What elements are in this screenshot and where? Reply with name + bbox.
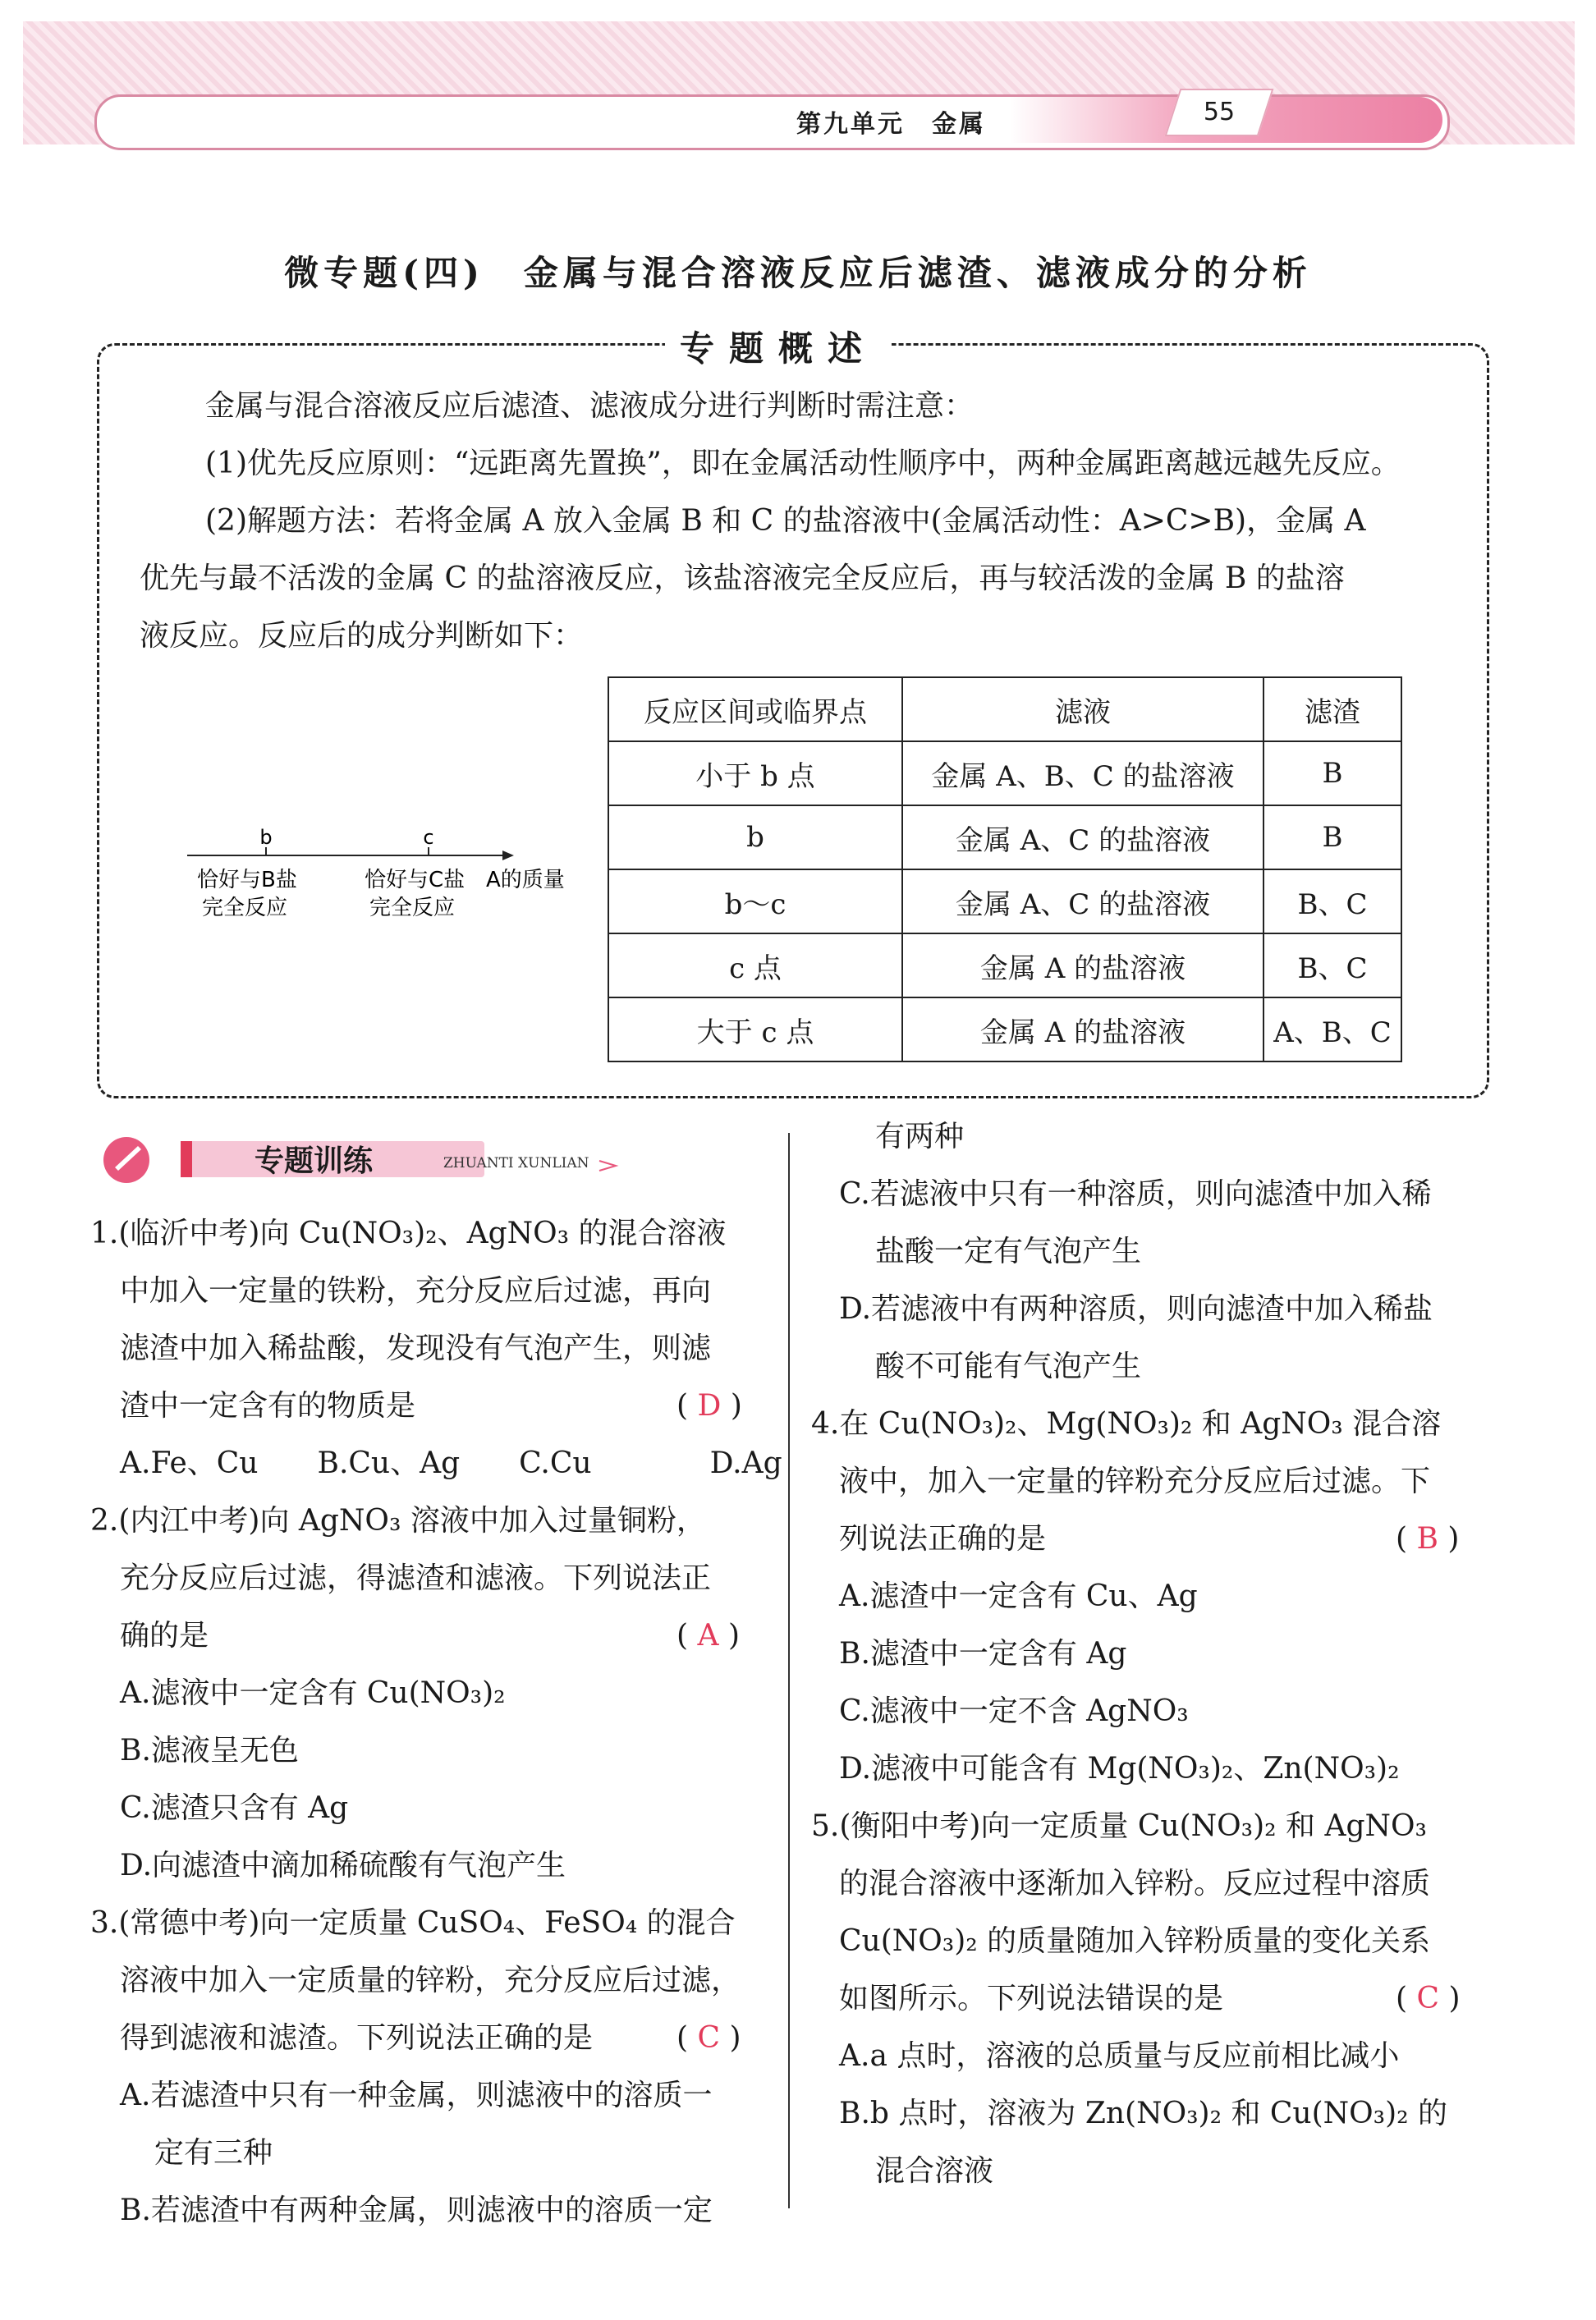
question-line: 列说法正确的是 — [839, 1522, 1047, 1556]
b-desc-line1: 恰好与B盐 — [197, 868, 297, 892]
question-line: 1.(临沂中考)向 Cu(NO₃)₂、AgNO₃ 的混合溶液 — [90, 1217, 727, 1250]
question-line: D.滤液中可能含有 Mg(NO₃)₂、Zn(NO₃)₂ — [839, 1752, 1400, 1786]
question-line: 3.(常德中考)向一定质量 CuSO₄、FeSO₄ 的混合 — [90, 1906, 736, 1940]
unit-title: 第九单元 金属 — [796, 110, 986, 139]
page-number-tab — [1165, 89, 1274, 136]
table-cell: 金属 A、B、C 的盐溶液 — [902, 741, 1264, 805]
question-line: 盐酸一定有气泡产生 — [875, 1235, 1142, 1268]
table-row — [608, 869, 1401, 933]
table-cell: B、C — [1264, 869, 1401, 933]
question-line: A.若滤渣中只有一种金属，则滤液中的溶质一 — [120, 2079, 713, 2112]
table-cell: B — [1264, 741, 1401, 805]
c-desc-line2: 完全反应 — [369, 896, 456, 920]
table-row — [608, 933, 1401, 997]
point-b-label: b — [259, 826, 273, 849]
question-line: D.向滤渣中滴加稀硫酸有气泡产生 — [120, 1849, 566, 1882]
table-header-row — [608, 677, 1401, 741]
section-pinyin: ZHUANTI XUNLIAN — [443, 1155, 589, 1171]
question-line: 渣中一定含有的物质是 — [120, 1389, 416, 1423]
table-cell: 金属 A 的盐溶液 — [902, 997, 1264, 1061]
table-header-cell: 滤液 — [902, 677, 1264, 741]
question-line: B.滤液呈无色 — [120, 1734, 299, 1768]
judgment-table — [608, 676, 1402, 1062]
question-line: 得到滤液和滤渣。下列说法正确的是 — [120, 2021, 594, 2055]
question-line: A.a 点时，溶液的总质量与反应前相比减小 — [839, 2039, 1400, 2073]
answer-mark: ( A ) — [676, 1619, 740, 1653]
overview-p2-line1: (2)解题方法：若将金属 A 放入金属 B 和 C 的盐溶液中(金属活动性：A>C>B)，金属 A — [205, 504, 1366, 538]
question-line: B.b 点时，溶液为 Zn(NO₃)₂ 和 Cu(NO₃)₂ 的 — [839, 2097, 1448, 2130]
question-line: B.若滤渣中有两种金属，则滤液中的溶质一定 — [120, 2194, 713, 2227]
overview-intro: 金属与混合溶液反应后滤渣、滤液成分进行判断时需注意： — [205, 389, 975, 423]
table-cell: A、B、C — [1264, 997, 1401, 1061]
axis-arrow — [502, 851, 514, 860]
question-line: 溶液中加入一定质量的锌粉，充分反应后过滤， — [120, 1964, 741, 1997]
column-divider — [788, 1133, 790, 2208]
axis-label: A的质量 — [486, 868, 565, 892]
overview-heading: 专题概述 — [665, 322, 892, 371]
overview-p2-line2: 优先与最不活泼的金属 C 的盐溶液反应，该盐溶液完全反应后，再与较活泼的金属 B 的盐溶 — [140, 562, 1345, 595]
table-cell: B — [1264, 805, 1401, 869]
table-cell: c 点 — [608, 933, 902, 997]
question-line: 如图所示。下列说法错误的是 — [839, 1982, 1224, 2015]
training-section-banner — [90, 1133, 632, 1187]
page-title: 微专题(四) 金属与混合溶液反应后滤渣、滤液成分的分析 — [284, 253, 1312, 293]
overview-p1: (1)优先反应原则：“远距离先置换”，即在金属活动性顺序中，两种金属距离越远越先反应。 — [205, 447, 1401, 480]
arrow-icon — [599, 1161, 616, 1171]
question-line: D.若滤液中有两种溶质，则向滤渣中加入稀盐 — [839, 1292, 1433, 1326]
question-line: 中加入一定量的铁粉，充分反应后过滤，再向 — [120, 1274, 712, 1308]
table-cell: 金属 A、C 的盐溶液 — [902, 805, 1264, 869]
overview-p2-line3: 液反应。反应后的成分判断如下： — [140, 619, 584, 653]
mass-number-line — [182, 821, 609, 952]
table-row — [608, 997, 1401, 1061]
question-line: 2.(内江中考)向 AgNO₃ 溶液中加入过量铜粉， — [90, 1504, 706, 1538]
question-line: 定有三种 — [154, 2136, 273, 2170]
table-row — [608, 741, 1401, 805]
point-c-label: c — [423, 826, 434, 849]
question-line: A.滤渣中一定含有 Cu、Ag — [839, 1580, 1198, 1613]
question-line: 充分反应后过滤，得滤渣和滤液。下列说法正 — [120, 1561, 712, 1595]
question-line: C.若滤液中只有一种溶质，则向滤渣中加入稀 — [839, 1177, 1432, 1211]
question-line: C.滤渣只含有 Ag — [120, 1791, 349, 1825]
question-line: 5.(衡阳中考)向一定质量 Cu(NO₃)₂ 和 AgNO₃ — [811, 1809, 1427, 1843]
table-cell: 金属 A、C 的盐溶液 — [902, 869, 1264, 933]
table-cell: b～c — [608, 869, 902, 933]
table-cell: 金属 A 的盐溶液 — [902, 933, 1264, 997]
answer-mark: ( D ) — [676, 1389, 742, 1423]
b-desc-line2: 完全反应 — [202, 896, 288, 920]
question-line: 的混合溶液中逐渐加入锌粉。反应过程中溶质 — [839, 1867, 1431, 1900]
table-row — [608, 805, 1401, 869]
question-line: 酸不可能有气泡产生 — [875, 1350, 1142, 1383]
answer-mark: ( C ) — [1396, 1982, 1461, 2015]
table-header-cell: 反应区间或临界点 — [608, 677, 902, 741]
question-line: 混合溶液 — [875, 2154, 994, 2188]
question-line: 滤渣中加入稀盐酸，发现没有气泡产生，则滤 — [120, 1332, 712, 1365]
table-cell: b — [608, 805, 902, 869]
question-line: 确的是 — [120, 1619, 209, 1653]
question-line: A.滤液中一定含有 Cu(NO₃)₂ — [120, 1676, 506, 1710]
page-number: 55 — [1203, 98, 1236, 126]
question-line: B.滤渣中一定含有 Ag — [839, 1637, 1127, 1671]
answer-mark: ( B ) — [1396, 1522, 1460, 1556]
question-line: 有两种 — [875, 1120, 965, 1153]
table-cell: 大于 c 点 — [608, 997, 902, 1061]
question-line: Cu(NO₃)₂ 的质量随加入锌粉质量的变化关系 — [839, 1924, 1431, 1958]
table-cell: 小于 b 点 — [608, 741, 902, 805]
c-desc-line1: 恰好与C盐 — [365, 868, 466, 892]
question-line: 液中，加入一定量的锌粉充分反应后过滤。下 — [839, 1465, 1431, 1498]
question-line: C.滤液中一定不含 AgNO₃ — [839, 1694, 1189, 1728]
table-header-cell: 滤渣 — [1264, 677, 1401, 741]
question-line: 4.在 Cu(NO₃)₂、Mg(NO₃)₂ 和 AgNO₃ 混合溶 — [811, 1407, 1442, 1441]
section-title: 专题训练 — [255, 1144, 374, 1178]
banner-accent — [181, 1141, 192, 1177]
answer-mark: ( C ) — [676, 2021, 741, 2055]
question-line: A.Fe、Cu B.Cu、Ag C.Cu D.Ag — [120, 1447, 782, 1480]
table-cell: B、C — [1264, 933, 1401, 997]
